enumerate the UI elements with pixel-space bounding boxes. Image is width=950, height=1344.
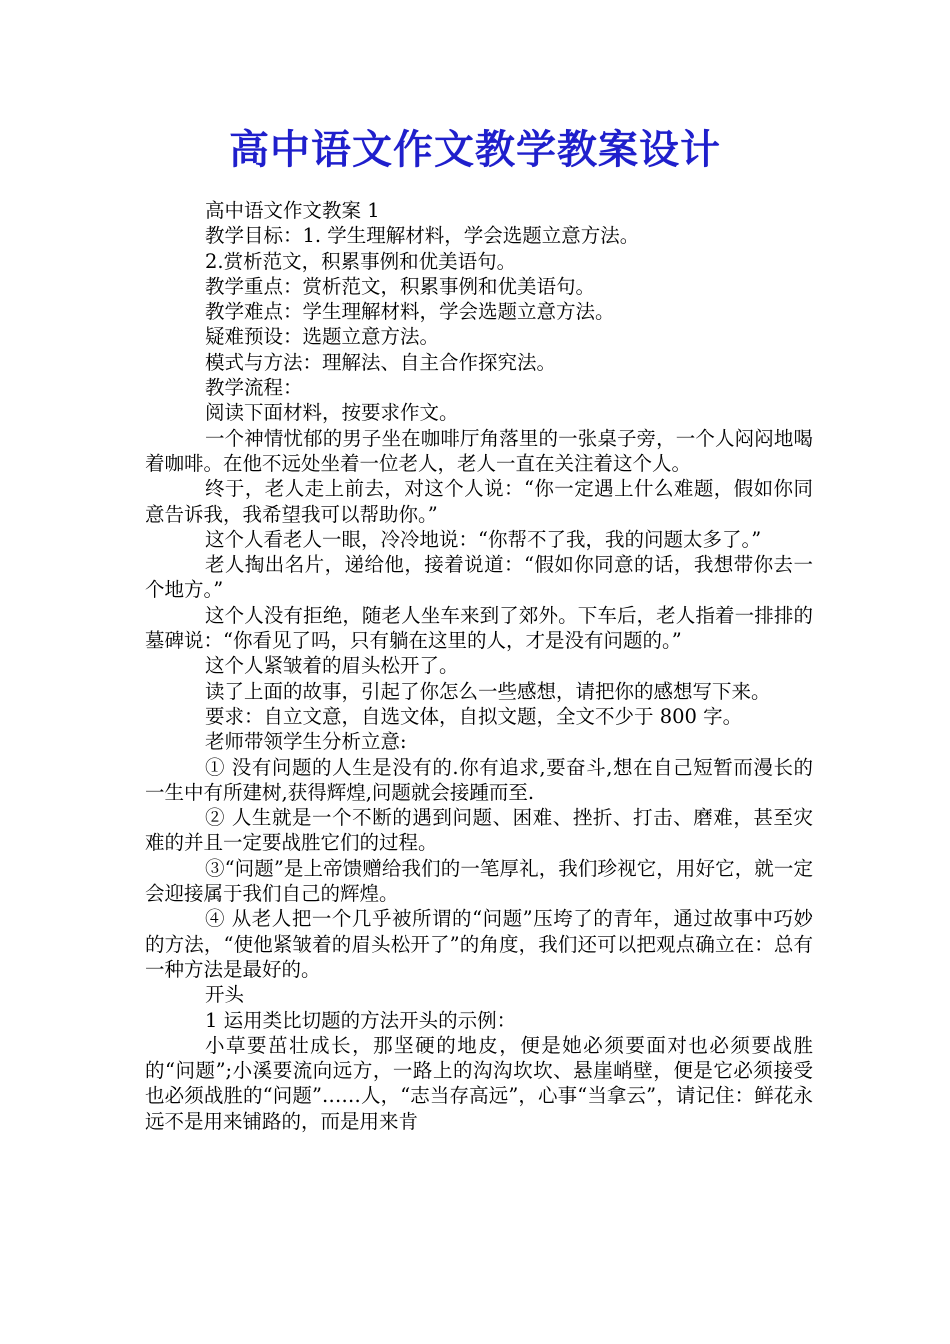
- paragraph-story-1: 一个神情忧郁的男子坐在咖啡厅角落里的一张桌子旁，一个人闷闷地喝着咖啡。在他不远处坐着一位老人，老人一直在关注着这个人。: [145, 426, 813, 475]
- paragraph-analysis-4: ④ 从老人把一个几乎被所谓的“问题”压垮了的青年，通过故事中巧妙的方法，“使他紧皱着的眉头松开了”的角度，我们还可以把观点确立在：总有一种方法是最好的。: [145, 907, 813, 981]
- paragraph-opening-example-heading: 1 运用类比切题的方法开头的示例：: [205, 1008, 517, 1032]
- paragraph-analysis-3: ③“问题”是上帝馈赠给我们的一笔厚礼，我们珍视它，用好它，就一定会迎接属于我们自己的辉煌。: [145, 856, 813, 906]
- paragraph-story-2: 终于，老人走上前去，对这个人说：“你一定遇上什么难题，假如你同意告诉我，我希望我可以帮助你。”: [145, 477, 813, 526]
- paragraph-opening-example: 小草要茁壮成长，那坚硬的地皮，便是她必须要面对也必须要战胜的“问题”;小溪要流向远方，一路上的沟沟坎坎、悬崖峭壁，便是它必须接受也必须战胜的“问题”……人，“志当存高远”，心事“当拿云”，请记住：鲜花永远不是用来铺路的，而是用来肯: [145, 1033, 813, 1133]
- document-title: 高中语文作文教学教案设计: [229, 126, 721, 173]
- paragraph-difficulties: 教学难点：学生理解材料，学会选题立意方法。: [205, 300, 615, 324]
- paragraph-analysis-1: ① 没有问题的人生是没有的.你有追求,要奋斗,想在自己短暂而漫长的一生中有所建树,获得辉煌,问题就会接踵而至.: [145, 755, 813, 804]
- paragraph-lesson-heading: 高中语文作文教案 1: [205, 199, 380, 222]
- paragraph-methods: 模式与方法：理解法、自主合作探究法。: [205, 350, 557, 374]
- paragraph-story-3: 这个人看老人一眼，冷冷地说：“你帮不了我，我的问题太多了。”: [205, 527, 762, 551]
- paragraph-objectives: 教学目标：1. 学生理解材料，学会选题立意方法。: [205, 224, 640, 248]
- paragraph-opening-heading: 开头: [205, 983, 245, 1007]
- paragraph-key-points: 教学重点：赏析范文，积累事例和优美语句。: [205, 274, 596, 298]
- paragraph-prompt: 读了上面的故事，引起了你怎么一些感想，请把你的感想写下来。: [205, 679, 771, 703]
- paragraph-story-6: 这个人紧皱着的眉头松开了。: [205, 654, 459, 678]
- paragraph-analysis-intro: 老师带领学生分析立意:: [205, 730, 407, 754]
- paragraph-process: 教学流程：: [205, 376, 303, 400]
- paragraph-read-material: 阅读下面材料，按要求作文。: [205, 401, 459, 425]
- document-body: [145, 198, 813, 1134]
- paragraph-requirements: 要求：自立文意，自选文体，自拟文题，全文不少于 800 字。: [205, 704, 743, 728]
- paragraph-analysis-2: ② 人生就是一个不断的遇到问题、困难、挫折、打击、磨难，甚至灾难的并且一定要战胜它们的过程。: [145, 806, 813, 855]
- paragraph-story-5: 这个人没有拒绝，随老人坐车来到了郊外。下车后，老人指着一排排的墓碑说：“你看见了吗，只有躺在这里的人，才是没有问题的。”: [145, 603, 813, 653]
- paragraph-story-4: 老人掏出名片，递给他，接着说道：“假如你同意的话，我想带你去一个地方。”: [145, 553, 813, 602]
- paragraph-objective-2: 2.赏析范文，积累事例和优美语句。: [205, 249, 517, 273]
- paragraph-presets: 疑难预设：选题立意方法。: [205, 325, 440, 349]
